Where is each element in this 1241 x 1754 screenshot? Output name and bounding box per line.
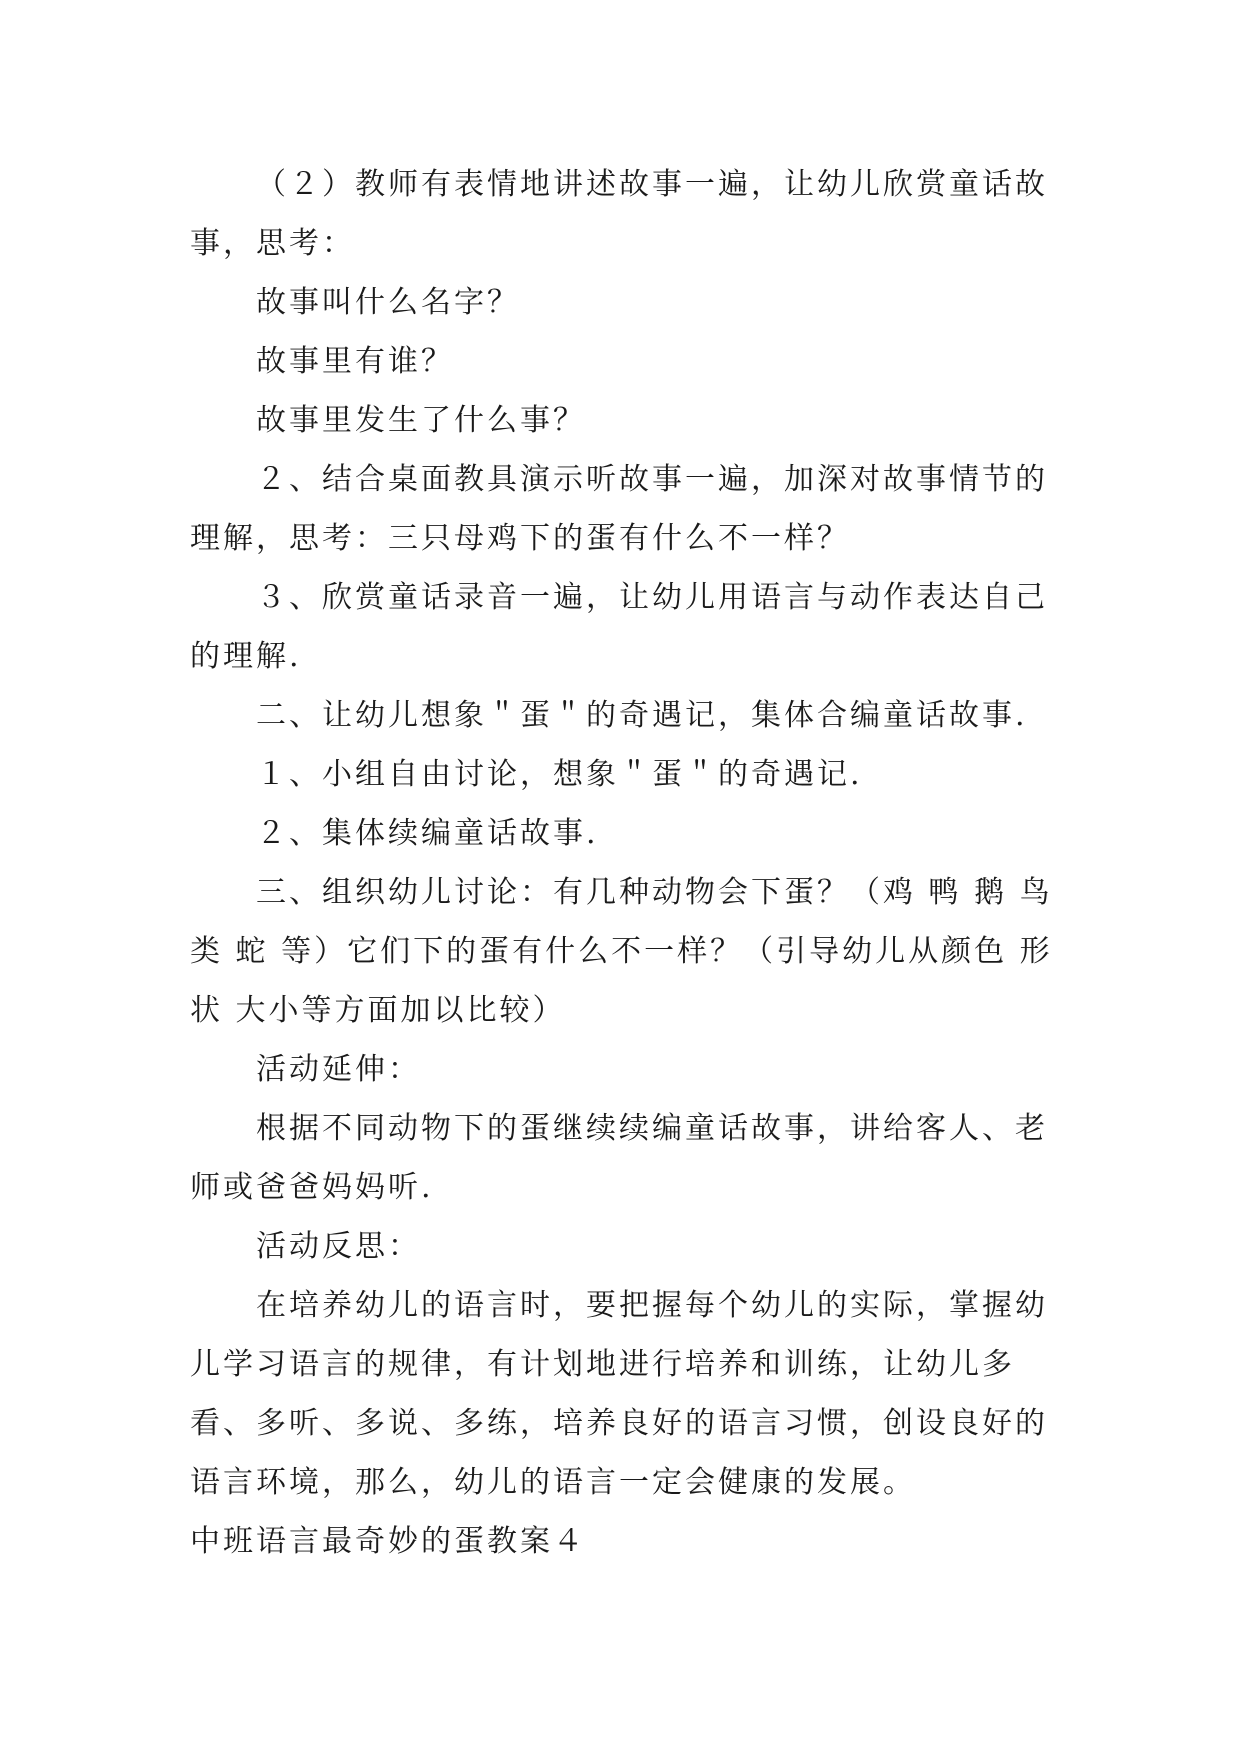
activity-extension-heading: 活动延伸： — [256, 1052, 421, 1087]
section-two-heading: 二、让幼儿想象＂蛋＂的奇遇记，集体合编童话故事. — [256, 698, 1028, 733]
section-three-discussion: 三、组织幼儿讨论：有几种动物会下蛋？（鸡 鸭 鹅 鸟类 蛇 等）它们下的蛋有什么不一样？（引导幼儿从颜色 形状 大小等方面加以比较） — [190, 875, 1053, 1028]
activity-reflection-heading: 活动反思： — [256, 1229, 421, 1264]
question-story-name: 故事叫什么名字？ — [256, 285, 520, 320]
activity-extension-text: 根据不同动物下的蛋继续续编童话故事，讲给客人、老师或爸爸妈妈听. — [190, 1111, 1048, 1205]
next-lesson-title: 中班语言最奇妙的蛋教案４ — [190, 1524, 586, 1559]
document-body — [190, 155, 1060, 1571]
paragraph-teacher-story: （２）教师有表情地讲述故事一遍，让幼儿欣赏童话故事，思考： — [190, 167, 1048, 261]
paragraph-collective-story: ２、集体续编童话故事. — [256, 816, 599, 851]
question-what-happened: 故事里发生了什么事？ — [256, 403, 586, 438]
paragraph-step-3: ３、欣赏童话录音一遍，让幼儿用语言与动作表达自己的理解. — [190, 580, 1048, 674]
paragraph-group-discussion: １、小组自由讨论，想象＂蛋＂的奇遇记. — [256, 757, 863, 792]
paragraph-step-2: ２、结合桌面教具演示听故事一遍，加深对故事情节的理解，思考：三只母鸡下的蛋有什么不一样？ — [190, 462, 1048, 556]
question-who: 故事里有谁？ — [256, 344, 454, 379]
activity-reflection-text: 在培养幼儿的语言时，要把握每个幼儿的实际，掌握幼儿学习语言的规律，有计划地进行培养和训练，让幼儿多看、多听、多说、多练，培养良好的语言习惯，创设良好的语言环境，那么，幼儿的语言一定会健康的发展。 — [190, 1288, 1048, 1500]
